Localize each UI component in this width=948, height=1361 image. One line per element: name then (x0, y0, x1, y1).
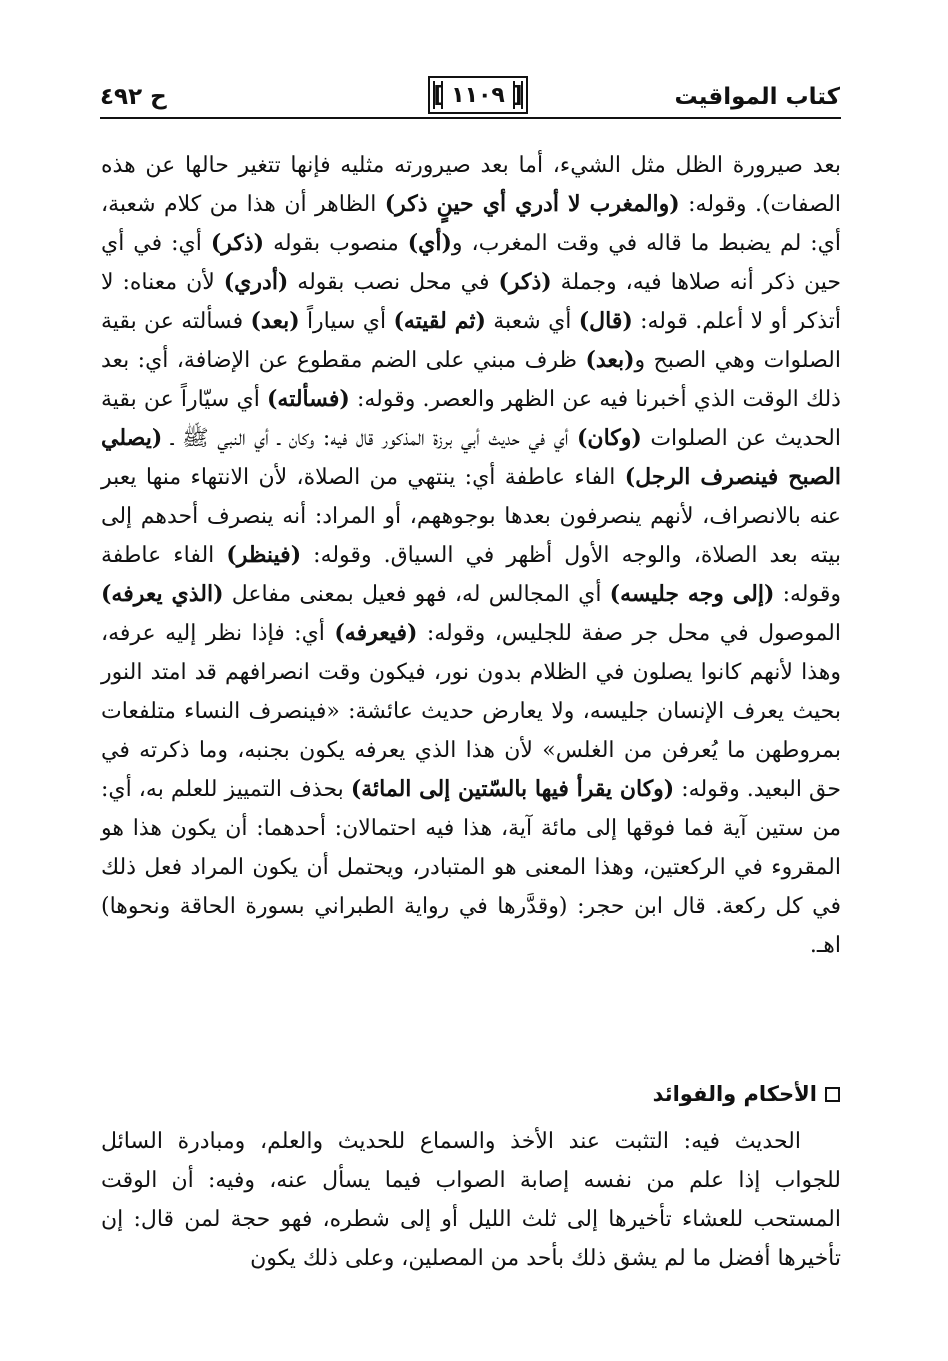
square-bullet-icon (825, 1087, 840, 1102)
quoted-phrase: (الذي يعرفه) (101, 581, 224, 607)
quoted-phrase: (ذكر) (498, 269, 552, 295)
section-title: الأحكام والفوائد (652, 1082, 817, 1106)
text-run: أي شعبة (485, 309, 579, 334)
page-number: [ ١١٠٩ ] (428, 76, 528, 114)
text-run: أي سيّاراً عن بقية الحديث عن الصلوات (101, 387, 842, 451)
text-run: أي في حديث أبي برزة المذكور قال فيه: وكان ـ أي النبي ﷺ ـ (162, 426, 577, 451)
quoted-phrase: (إلى وجه جليسه) (609, 581, 775, 607)
text-run: لأن معناه: لا أتذكر أو لا أعلم. قوله: (101, 270, 842, 334)
quoted-phrase: (والمغرب لا أدري أي حينٍ ذكر) (384, 191, 680, 217)
text-run: منصوب بقوله (264, 231, 408, 256)
text-run: في محل نصب بقوله (288, 270, 499, 295)
quoted-phrase: (بعد) (585, 347, 635, 373)
text-run: الظاهر أن هذا من كلام شعبة، أي: لم يضبط ما قاله في وقت المغرب، و (101, 192, 842, 256)
text-run: الموصول في محل جر صفة للجليس، وقوله: (417, 621, 841, 646)
quoted-phrase: (أدري) (223, 269, 289, 295)
running-header-title: كتاب المواقيت (674, 84, 840, 110)
text-run: الفاء عاطفة أي: ينتهي من الصلاة، لأن الانتهاء منها يعبر عنه بالانصراف، لأنهم ينصرفون بعدها بوجوههم، أو المراد: أنه ينصرف أحدهم إلى بيته بعد الصلاة، والوجه الأول أظهر في السياق. وقوله: (101, 465, 841, 568)
text-run: أي: فإذا نظر إليه عرفه، وهذا لأنهم كانوا يصلون في الظلام بدون نور، فيكون وقت انصرافهم قد امتد النور بحيث يعرف الإنسان جليسه، ولا يعارض حديث عائشة: «فينصرف النساء متلفعات بمروطهن ما يُعرفن من الغلس» لأن هذا الذي يعرفه يكون بجنبه، وما ذكرته في حق البعيد. وقوله: (101, 621, 841, 802)
commentary-paragraph (101, 146, 841, 965)
quoted-phrase: (بعد) (250, 308, 300, 334)
quoted-phrase: (فينظر) (226, 542, 302, 568)
quoted-phrase: (يصلي الصبح فينصرف الرجل) (101, 425, 841, 490)
header-rule (100, 117, 841, 119)
text-run: بحذف التمييز للعلم به، أي: من ستين آية فما فوقها إلى مائة آية، هذا فيه احتمالان: أحدهما: أن يكون هذا هو المقروء في الركعتين، وهذا المعنى هو المتبادر، ويحتمل أن يكون المراد فعل ذلك في كل ركعة. قال ابن حجر: (وقدَّرها في رواية الطبراني بسورة الحاقة ونحوها) اهـ. (101, 777, 841, 958)
quoted-phrase: (ثم لقيته) (393, 308, 486, 334)
hadith-reference: ح ٤٩٢ (100, 84, 167, 110)
text-run: أي: في أي حين ذكر أنه صلاها فيه، وجملة (101, 231, 841, 295)
quoted-phrase: (فسألته) (266, 386, 350, 412)
section-heading (653, 1082, 840, 1106)
rulings-paragraph: الحديث فيه: التثبت عند الأخذ والسماع للحديث والعلم، ومبادرة السائل للجواب إذا علم من نفسه إصابة الصواب فيما يسأل عنه، وفيه: أن الوقت المستحب للعشاء تأخيرها إلى ثلث الليل أو إلى شطره، فهو حجة لمن قال: إن تأخيرها أفضل ما لم يشق ذلك بأحد من المصلين، وعلى ذلك يكون (101, 1129, 841, 1271)
quoted-phrase: (وكان يقرأ فيها بالسّتين إلى المائة) (350, 776, 675, 802)
commentary-text (101, 146, 841, 965)
rulings-text (101, 1122, 841, 1278)
quoted-phrase: (قال) (578, 308, 633, 334)
quoted-phrase: (ذكر) (210, 230, 265, 256)
text-run: بعد صيرورة الظل مثل الشيء، أما بعد صيرورته مثليه فإنها تتغير حالها عن هذه الصفات). وقوله: (101, 153, 841, 217)
text-run: أي سياراً (299, 309, 394, 334)
text-run: أي المجالس له، فهو فعيل بمعنى مفاعل (223, 582, 610, 607)
quoted-phrase: (وكان) (577, 425, 642, 451)
text-run: ظرف مبني على الضم مقطوع عن الإضافة، أي: بعد ذلك الوقت الذي أخبرنا فيه عن الظهر والعصر. وقوله: (101, 348, 841, 412)
text-run: الفاء عاطفة وقوله: (101, 543, 841, 607)
quoted-phrase: (فيعرفه) (334, 620, 418, 646)
text-run: فسألته عن بقية الصلوات وهي الصبح و (101, 309, 841, 373)
quoted-phrase: (أي) (407, 230, 452, 256)
